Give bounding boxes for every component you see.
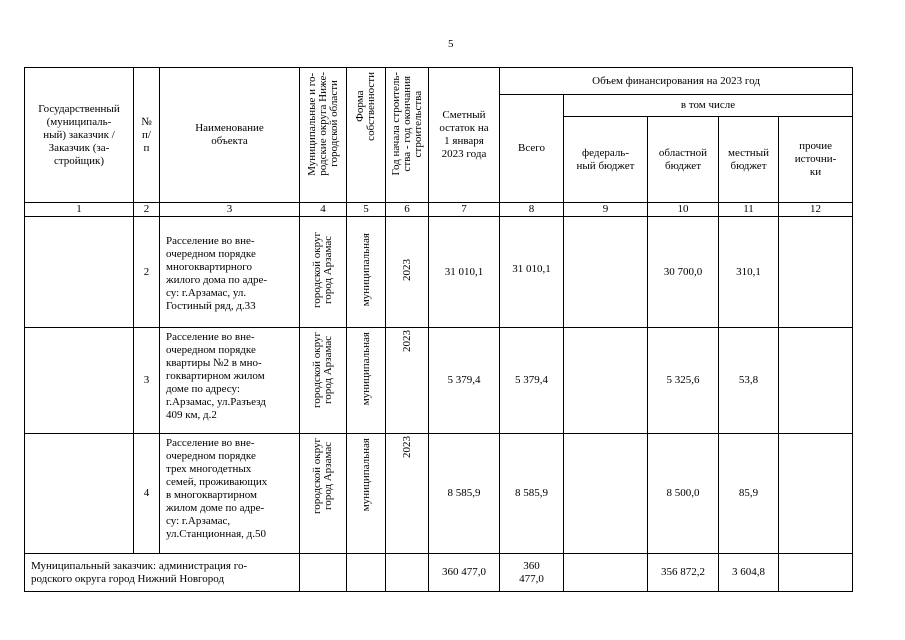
header-num: № п/ п <box>134 68 160 203</box>
other-cell <box>779 434 853 554</box>
balance-cell: 8 585,9 <box>429 434 500 554</box>
local-cell: 85,9 <box>719 434 779 554</box>
row-num: 4 <box>134 434 160 554</box>
ownership-cell: муниципальная <box>347 217 386 328</box>
row-num: 3 <box>134 328 160 434</box>
header-total: Всего <box>500 95 564 203</box>
column-number: 8 <box>500 203 564 217</box>
balance-cell: 31 010,1 <box>429 217 500 328</box>
summary-balance: 360 477,0 <box>429 554 500 592</box>
summary-label: Муниципальный заказчик: администрация го- родского округа город Нижний Новгород <box>25 554 300 592</box>
summary-row <box>25 554 853 592</box>
summary-other <box>779 554 853 592</box>
column-number: 12 <box>779 203 853 217</box>
column-number: 7 <box>429 203 500 217</box>
column-number: 9 <box>564 203 648 217</box>
column-number: 5 <box>347 203 386 217</box>
header-ownership: Форма собственности <box>347 68 386 203</box>
header-name: Наименование объекта <box>160 68 300 203</box>
regional-cell: 30 700,0 <box>648 217 719 328</box>
municipality-cell: городской округ город Арзамас <box>300 434 347 554</box>
header-customer: Государственный (муниципаль- ный) заказчик / Заказчик (за- стройщик) <box>25 68 134 203</box>
object-name: Расселение во вне- очередном порядке квартиры №2 в мно- гоквартирном жилом доме по адресу: г.Арзамас, ул.Разъезд 409 км, д.2 <box>160 328 300 434</box>
years-cell: 2023 <box>386 217 429 328</box>
column-number: 6 <box>386 203 429 217</box>
summary-local: 3 604,8 <box>719 554 779 592</box>
column-number: 2 <box>134 203 160 217</box>
regional-cell: 5 325,6 <box>648 328 719 434</box>
column-number: 3 <box>160 203 300 217</box>
financing-table <box>24 67 853 592</box>
total-cell: 8 585,9 <box>500 434 564 554</box>
years-cell: 2023 <box>386 434 429 554</box>
summary-ownership-cell <box>347 554 386 592</box>
summary-municipality-cell <box>300 554 347 592</box>
table-row <box>25 217 853 328</box>
header-local: местный бюджет <box>719 117 779 203</box>
local-cell: 310,1 <box>719 217 779 328</box>
regional-cell: 8 500,0 <box>648 434 719 554</box>
federal-cell <box>564 328 648 434</box>
municipality-cell: городской округ город Арзамас <box>300 328 347 434</box>
header-other: прочие источни- ки <box>779 117 853 203</box>
total-cell: 31 010,1 <box>500 217 564 328</box>
other-cell <box>779 328 853 434</box>
object-name: Расселение во вне- очередном порядке многоквартирного жилого дома по адре- су: г.Арзамас, ул. Гостиный ряд, д.33 <box>160 217 300 328</box>
federal-cell <box>564 217 648 328</box>
customer-cell <box>25 217 134 328</box>
local-cell: 53,8 <box>719 328 779 434</box>
summary-regional: 356 872,2 <box>648 554 719 592</box>
object-name: Расселение во вне- очередном порядке трех многодетных семей, проживающих в многоквартирном жилом доме по адре- су: г.Арзамас, ул.Станционная, д.50 <box>160 434 300 554</box>
balance-cell: 5 379,4 <box>429 328 500 434</box>
total-cell: 5 379,4 <box>500 328 564 434</box>
header-municipality: Муниципальные и го- родские округа Ниже- городской области <box>300 68 347 203</box>
ownership-cell: муниципальная <box>347 328 386 434</box>
customer-cell <box>25 434 134 554</box>
column-number: 10 <box>648 203 719 217</box>
summary-total: 360 477,0 <box>500 554 564 592</box>
table-row <box>25 328 853 434</box>
header-balance: Сметный остаток на 1 января 2023 года <box>429 68 500 203</box>
header-years: Год начала строитель- ства - год окончания строительства <box>386 68 429 203</box>
column-number-row <box>25 203 853 217</box>
customer-cell <box>25 328 134 434</box>
summary-years-cell <box>386 554 429 592</box>
ownership-cell: муниципальная <box>347 434 386 554</box>
column-number: 4 <box>300 203 347 217</box>
other-cell <box>779 217 853 328</box>
years-cell: 2023 <box>386 328 429 434</box>
table-row <box>25 434 853 554</box>
page-number: 5 <box>448 38 454 50</box>
header-including: в том числе <box>564 95 853 117</box>
municipality-cell: городской округ город Арзамас <box>300 217 347 328</box>
header-regional: областной бюджет <box>648 117 719 203</box>
column-number: 1 <box>25 203 134 217</box>
column-number: 11 <box>719 203 779 217</box>
federal-cell <box>564 434 648 554</box>
header-federal: федераль- ный бюджет <box>564 117 648 203</box>
header-funding: Объем финансирования на 2023 год <box>500 68 853 95</box>
summary-federal <box>564 554 648 592</box>
row-num: 2 <box>134 217 160 328</box>
